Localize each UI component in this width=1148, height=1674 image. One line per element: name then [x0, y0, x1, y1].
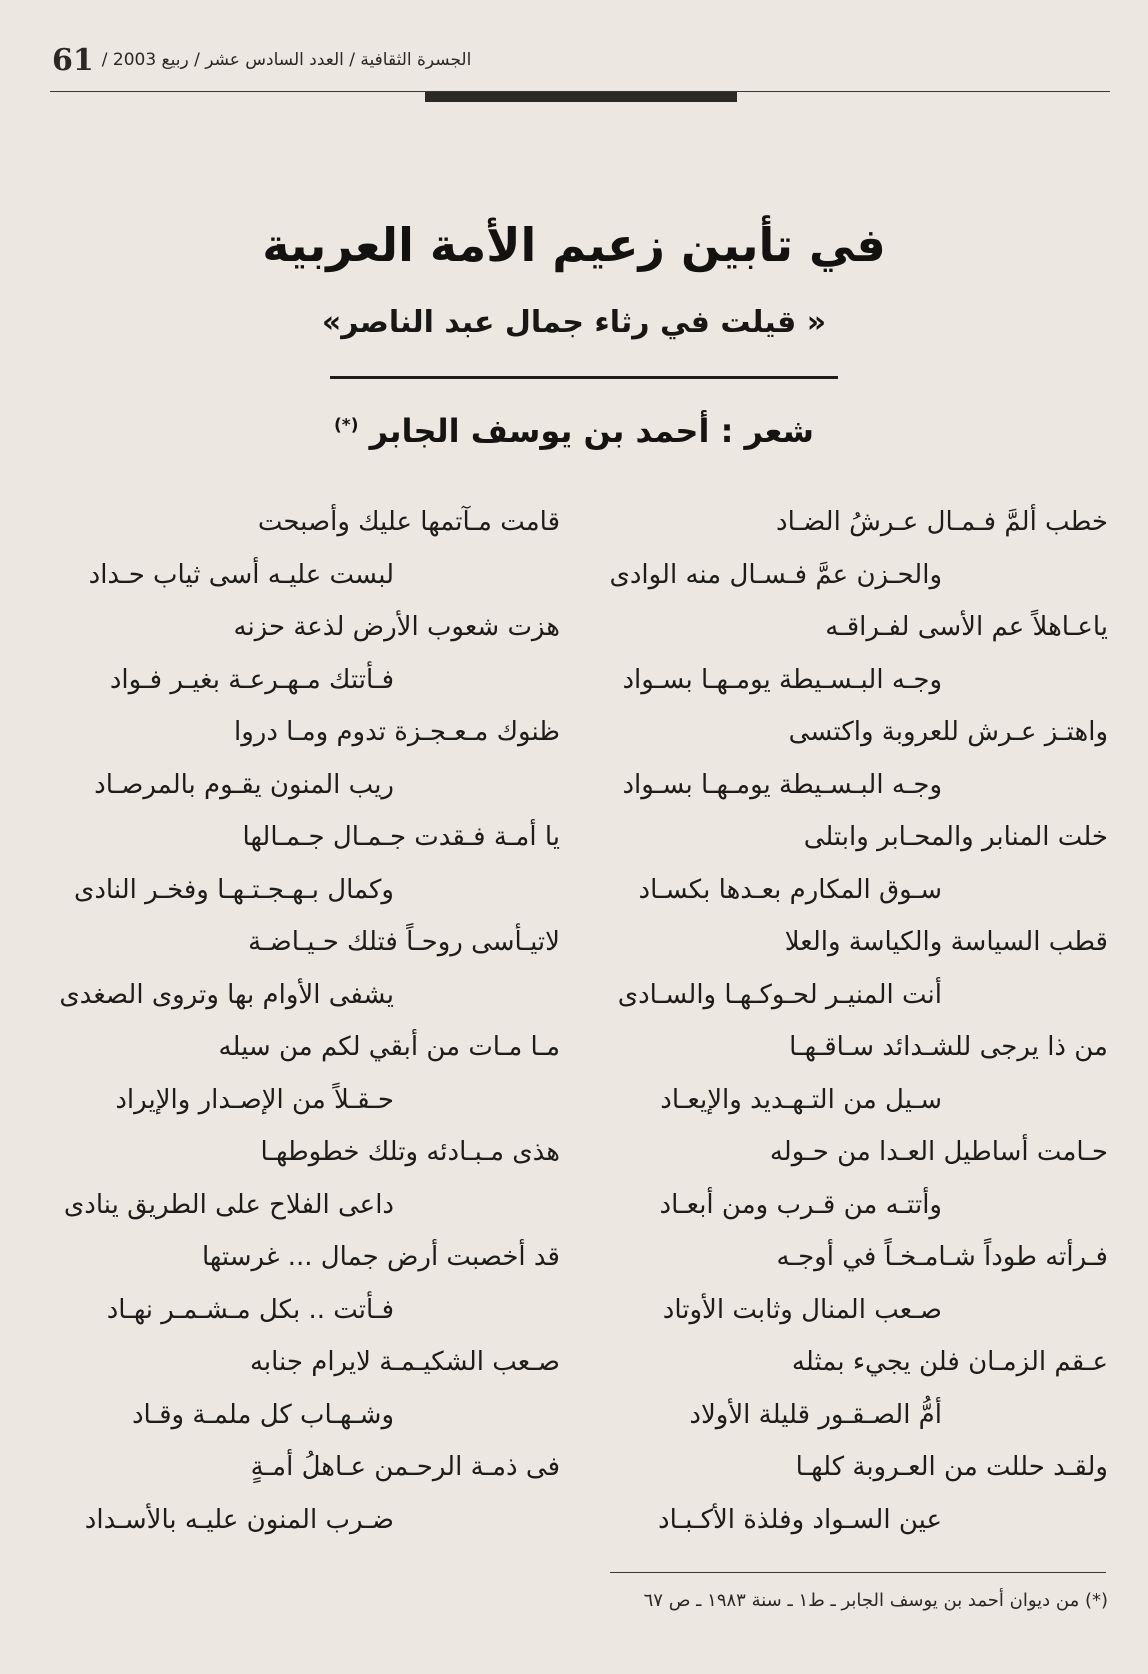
poem-column-left — [40, 0, 560, 1674]
poem-line: لبست عليـه أسى ثياب حـداد — [88, 559, 394, 590]
footnote-marker: (*) — [334, 415, 359, 436]
poem-line: قد أخصبت أرض جمال ... غرستها — [201, 1242, 560, 1272]
footnote: (*) من ديوان أحمد بن يوسف الجابر ـ ط١ ـ سنة ١٩٨٣ ـ ص ٦٧ — [643, 1590, 1108, 1611]
poem-line: ريب المنون يقـوم بالمرصـاد — [94, 769, 394, 800]
poem-title: في تأبين زعيم الأمة العربية — [262, 218, 886, 272]
poem-line: هزت شعوب الأرض لذعة حزنه — [233, 612, 560, 642]
poem-line: سـيل من التـهـديد والإيعـاد — [660, 1084, 942, 1115]
poem-line: حـامت أساطيل العـدا من حـوله — [769, 1137, 1108, 1167]
poem-line: وجـه البـسـيطة يومـهـا بسـواد — [622, 769, 942, 800]
poem-line: أنت المنيـر لحـوكـهـا والسـادى — [617, 979, 942, 1010]
poem-subtitle: « قيلت في رثاء جمال عبد الناصر» — [321, 305, 827, 340]
poem-line: حـقـلاً من الإصـدار والإيراد — [115, 1084, 394, 1115]
poem-line: يا أمـة فـقدت جـمـال جـمـالها — [242, 822, 560, 852]
poem-line: هذى مـبـادئه وتلك خطوطهـا — [260, 1137, 560, 1167]
poem-line: ياعـاهلاً عم الأسى لفـراقـه — [825, 612, 1108, 642]
poem-line: وشـهـاب كل ملمـة وقـاد — [131, 1399, 394, 1430]
footnote-rule — [610, 1572, 1106, 1573]
poem-line: ظنوك مـعـجـزة تدوم ومـا دروا — [233, 717, 560, 747]
running-head: الجسرة الثقافية / العدد السادس عشر / ربيع 2003 / — [101, 50, 472, 70]
poem-line: خطب ألمَّ فـمـال عـرشُ الضـاد — [776, 507, 1108, 537]
poem-line: من ذا يرجى للشـدائد سـاقـهـا — [789, 1032, 1108, 1062]
poem-line: والحـزن عمَّ فـسـال منه الوادى — [609, 559, 942, 590]
poem-line: أمُّ الصـقـور قليلة الأولاد — [689, 1399, 942, 1430]
poem-line: قامت مـآتمها عليك وأصبحت — [257, 507, 560, 537]
poem-line: سـوق المكارم بعـدها بكسـاد — [638, 874, 942, 905]
poem-line: فى ذمـة الرحـمن عـاهلُ أمـةٍ — [250, 1452, 560, 1482]
poem-line: يشفى الأوام بها وتروى الصغدى — [59, 979, 394, 1010]
poem-column-right — [588, 0, 1108, 1674]
poem-line: وكمال بـهـجـتـهـا وفخـر النادى — [74, 874, 394, 905]
poem-line: وجـه البـسـيطة يومـهـا بسـواد — [622, 664, 942, 695]
poem-line: ضـرب المنون عليـه بالأسـداد — [84, 1504, 394, 1535]
poem-line: داعى الفلاح على الطريق ينادى — [63, 1189, 394, 1220]
poem-line: عين السـواد وفلذة الأكـبـاد — [657, 1504, 942, 1535]
poem-line: صـعب الشكيـمـة لايرام جنابه — [249, 1347, 560, 1377]
poem-line: فـأتتك مـهـرعـة بغيـر فـواد — [109, 664, 394, 695]
poem-line: ولقـد حللت من العـروبة كلهـا — [795, 1452, 1108, 1482]
poem-line: فـرأته طوداً شـامـخـاً في أوجـه — [776, 1242, 1108, 1272]
poem-line: مـا مـات من أبقي لكم من سيله — [218, 1032, 560, 1062]
poem-line: صـعب المنال وثابت الأوتاد — [662, 1294, 942, 1325]
poem-line: قطب السياسة والكياسة والعلا — [784, 927, 1108, 957]
poem-line: واهتـز عـرش للعروبة واكتسى — [788, 717, 1108, 747]
poem-line: وأتتـه من قـرب ومن أبعـاد — [659, 1189, 942, 1220]
poem-line: فـأتت .. بكل مـشـمـر نهـاد — [106, 1294, 394, 1325]
page-number: 61 — [52, 42, 94, 78]
poem-line: لاتيـأسى روحـاً فتلك حـيـاضـة — [248, 927, 560, 957]
poem-line: خلت المنابر والمحـابر وابتلى — [803, 822, 1108, 852]
poem-line: عـقم الزمـان فلن يجيء بمثله — [791, 1347, 1108, 1377]
byline-text: شعر : أحمد بن يوسف الجابر — [369, 412, 814, 450]
